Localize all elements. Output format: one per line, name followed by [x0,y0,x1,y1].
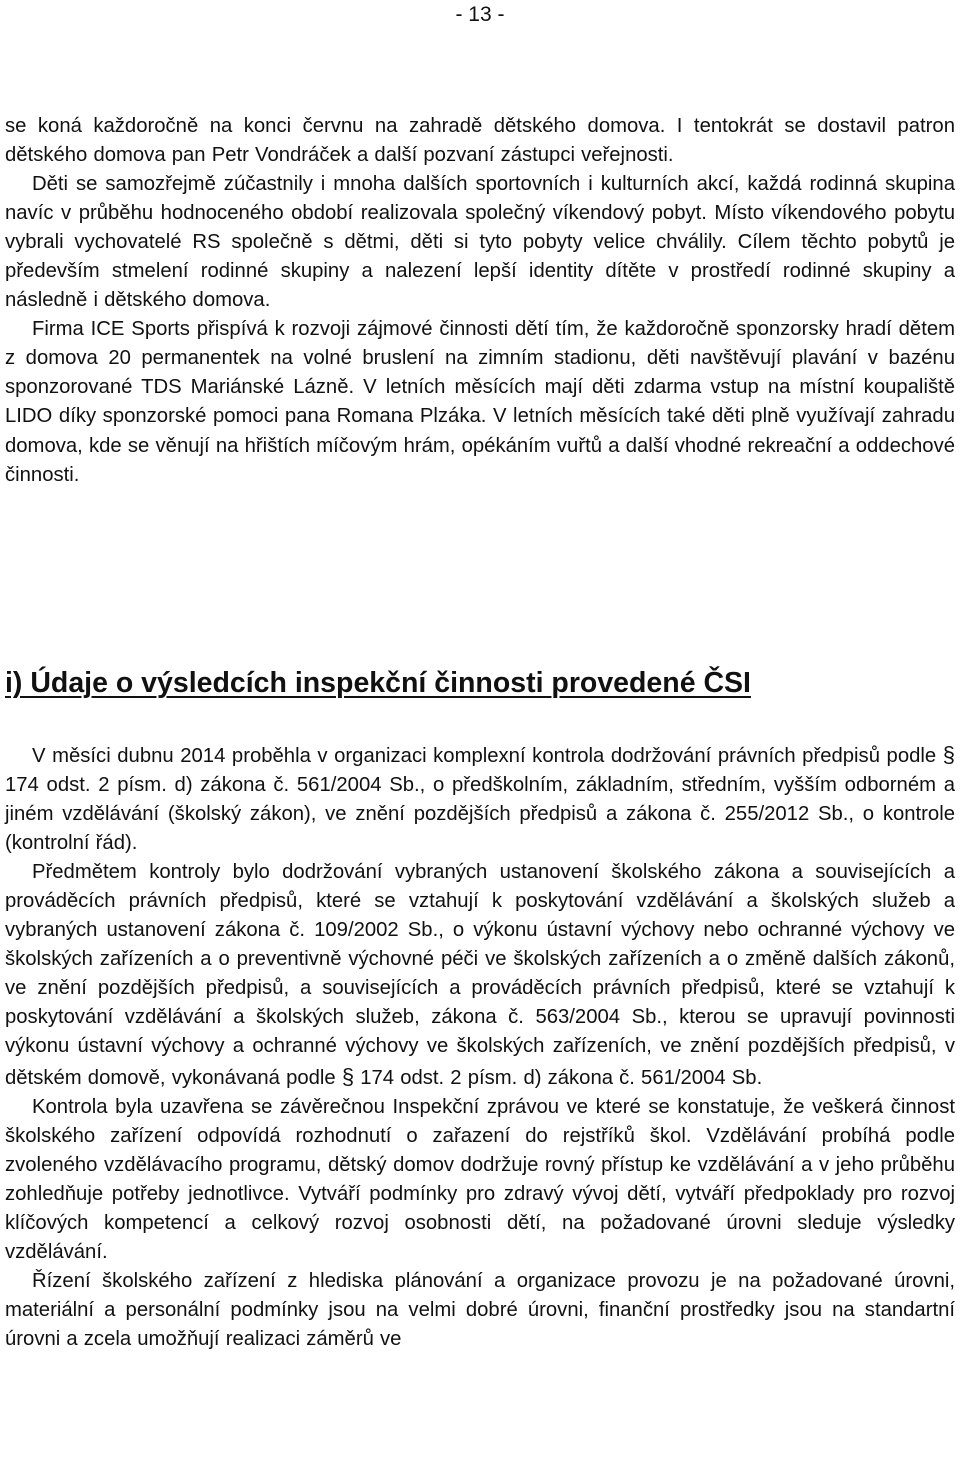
section-heading: i) Údaje o výsledcích inspekční činnosti provedené ČSI [5,667,751,699]
intro-paragraph-2: Děti se samozřejmě zúčastnily i mnoha dalších sportovních i kulturních akcí, každá rodinná skupina navíc v průběhu hodnoceného období realizovala společný víkendový pobyt. Místo víkendového pobytu vybrali vychovatelé RS společně s dětmi, děti si tyto pobyty velice chválily. Cílem těchto pobytů je především stmelení rodinné skupiny a nalezení lepší identity dítěte v prostředí rodinné skupiny a následně i dětského domova. [5,173,955,312]
inspection-paragraph-1-start: V měsíci dubnu 2014 proběhla v organizaci komplexní kontrola dodržování právních předpisů podle [32,745,943,767]
page-number: - 13 - [455,3,505,26]
intro-paragraph-3: Firma ICE Sports přispívá k rozvoji zájmové činnosti dětí tím, že každoročně sponzorsky hradí dětem z domova 20 permanentek na volné bruslení na zimním stadionu, děti navštěvují plavání v bazénu sponzorované TDS Mariánské Lázně. V letních měsících mají děti zdarma vstup na místní koupaliště LIDO díky sponzorské pomoci pana Romana Plzáka. V letních měsících také děti plně využívají zahradu domova, kde se věnují na hřištích míčovým hrám, opékáním vuřtů a další vhodné rekreační a oddechové činnosti. [5,318,955,486]
inspection-paragraph-3: Kontrola byla uzavřena se závěrečnou Inspekční zprávou ve které se konstatuje, že veškerá činnost školského zařízení odpovídá rozhodnutí o zařazení do rejstříků škol. Vzdělávání probíhá podle zvoleného vzdělávacího programu, dětský domov dodržuje rovný přístup ke vzdělávání a v jeho průběhu zohledňuje potřeby jednotlivce. Vytváří podmínky pro zdravý vývoj dětí, vytváří předpoklady pro rozvoj klíčových kompetencí a celkový rozvoj osobnosti dětí, na požadované úrovni sleduje výsledky vzdělávání. [5,1095,955,1263]
intro-section [5,112,955,490]
section-sign: § [341,1063,355,1089]
inspection-paragraph-2-end: 174 odst. 2 písm. d) zákona č. 561/2004 Sb. [354,1066,763,1089]
inspection-paragraph-2-start: Předmětem kontroly bylo dodržování vybraných ustanovení školského zákona a souvisejících a prováděcích právních předpisů, které se vztahují k poskytování vzdělávání a školských služeb a vybraných ustanovení zákona č. 109/2002 Sb., o výkonu ústavní výchovy nebo ochranné výchovy ve školských zařízeních a o preventivně výchovné péči ve školských zařízeních a o změně dalších zákonů, ve znění pozdějších předpisů, a souvisejících a prováděcích právních předpisů, které se vztahují k poskytování vzdělávání a školských služeb, zákona č. 563/2004 Sb., kterou se upravují povinnosti výkonu ústavní výchovy a ochranné výchovy ve školských zařízeních, ve znění pozdějších předpisů, v dětském domově, vykonávaná podle [5,861,955,1089]
inspection-paragraph-1 [5,740,955,858]
inspection-paragraph-1-end: 174 odst. 2 písm. d) zákona č. 561/2004 Sb., o předškolním, základním, středním, vyšším odborném a jiném vzdělávání (školský zákon), ve znění pozdějších předpisů a zákona č. 255/2012 Sb., o kontrole (kontrolní řád). [5,774,955,855]
inspection-paragraph-2 [5,858,955,1092]
inspection-section [5,740,955,1354]
section-sign: § [942,742,955,767]
inspection-paragraph-4: Řízení školského zařízení z hlediska plánování a organizace provozu je na požadované úrovni, materiální a personální podmínky jsou na velmi dobré úrovni, finanční prostředky jsou na standartní úrovni a zcela umožňují realizaci záměrů ve [5,1269,955,1350]
intro-paragraph-1: se koná každoročně na konci červnu na zahradě dětského domova. I tentokrát se dostavil patron dětského domova pan Petr Vondráček a další pozvaní zástupci veřejnosti. [5,115,955,167]
